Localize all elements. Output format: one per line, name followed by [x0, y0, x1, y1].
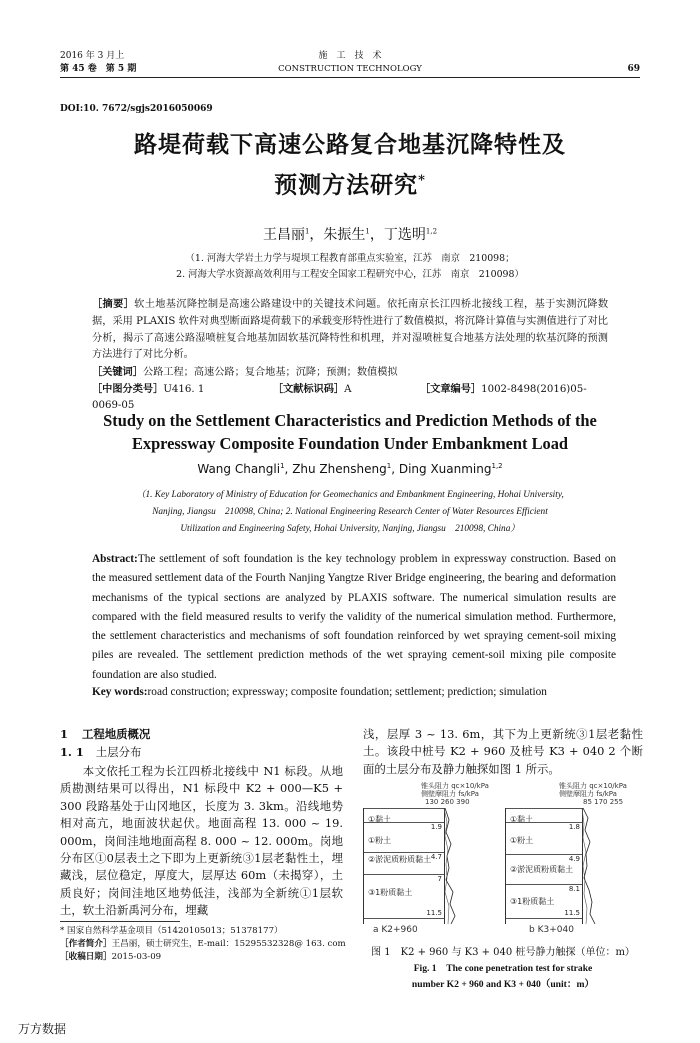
section-1-heading: 1 工程地质概况: [60, 727, 151, 741]
legend-side-friction-b: 侧壁摩阻力 fs/kPa: [559, 790, 617, 798]
affiliation-cn-2: 2. 河海大学水资源高效利用与工程安全国家工程研究中心，江苏 南京 210098）: [176, 269, 524, 280]
panel-a-label: a K2+960: [373, 925, 418, 935]
footnotes: [60, 925, 360, 964]
body-right: 浅，层厚 3 ~ 13. 6m，其下为上更新统③1层老黏性土。该段中桩号 K2 + 960 及桩号 K3 + 040 2 个断面的土层分布及静力触探如图 1 所示。: [363, 727, 643, 776]
legend-cone-resistance-a: 锥头阻力 qc×10/kPa: [421, 782, 489, 790]
authors-cn: 王昌丽$^1$，朱振生$^1$，丁选明$^{1,2}$: [262, 227, 438, 243]
ticks-b: 85 170 255: [583, 798, 624, 806]
authors-en: Wang Changli$^1$, Zhu Zhensheng$^1$, Ding Xuanming$^{1,2}$: [197, 462, 503, 476]
cpt-curves-a: [443, 808, 499, 924]
panel-b-label: b K3+040: [529, 925, 574, 935]
figure-caption-cn: 图 1 K2 + 960 与 K3 + 040 桩号静力触探（单位：m）: [371, 947, 635, 958]
title-cn-line1: 路堤荷载下高速公路复合地基沉降特性及: [134, 131, 566, 158]
header-rule: [60, 77, 640, 78]
title-fund-mark: *: [418, 173, 426, 188]
figure-1: [363, 782, 643, 938]
figure-panel-b: [505, 782, 641, 938]
footnote-author: ［作者简介］王昌丽，硕士研究生，E-mail：15295532328@ 163. com: [60, 939, 346, 949]
ticks-a: 130 260 390: [425, 798, 470, 806]
figure-caption-en-1: Fig. 1 The cone penetration test for strake: [413, 963, 593, 974]
abstract-en: Abstract:The settlement of soft foundation is the key technology problem in expressway construction. Based on the measured settlement data of the Fourth Nanjing Yangtze River Bridge engineering, the bearing and deformation mechanisms of the typical sections are analyzed by PLAXIS software. The numerical simulation results are compared with the field measured results to verify the validity of the numerical simulation method. Furthermore, the settlement characteristics and mechanisms of soft foundation reinforced by wet spraying cement-soil mixing piles are revealed. The settlement prediction methods of the wet spraying cement-soil mixing pile composite foundation are also studied.: [92, 553, 616, 681]
affiliation-en-2: Nanjing, Jiangsu 210098, China; 2. National Engineering Research Center of Water Resources Efficient: [152, 507, 548, 517]
soil-column-b: ①黏土 1.8 ①粉土 4.9 ②淤泥质粉质黏土 8.1 ③1粉质黏土 11.5: [505, 808, 583, 924]
legend-side-friction-a: 侧壁摩阻力 fs/kPa: [421, 790, 479, 798]
header-date: 2016 年 3 月上: [60, 51, 125, 61]
classification: ［中图分类号］U416. 1 ［文献标识码］A ［文章编号］1002-8498(2016)05-0069-05: [92, 383, 587, 411]
keywords-cn: ［关键词］公路工程；高速公路；复合地基；沉降；预测；数值模拟: [92, 366, 398, 378]
header-journal-cn: 施 工 技 术: [318, 51, 382, 61]
page-number: 69: [627, 64, 640, 74]
footnote-fund: * 国家自然科学基金项目（51420105013；51378177）: [60, 926, 283, 936]
affiliation-en-1: （1. Key Laboratory of Ministry of Education for Geomechanics and Embankment Engineering, Hohai University,: [136, 490, 564, 500]
figure-panel-a: [363, 782, 499, 938]
footnote-rule: [60, 921, 180, 922]
affiliation-en-3: Utilization and Engineering Safety, Hohai University, Nanjing, Jiangsu 210098, China）: [180, 524, 520, 534]
doi: DOI:10. 7672/sgjs2016050069: [60, 104, 213, 114]
header-journal-en: CONSTRUCTION TECHNOLOGY: [278, 64, 422, 74]
legend-cone-resistance-b: 锥头阻力 qc×10/kPa: [559, 782, 627, 790]
section-1-1-heading: 1. 1 土层分布: [60, 745, 142, 759]
title-en-line1: Study on the Settlement Characteristics and Prediction Methods of the: [103, 411, 597, 430]
footnote-date: ［收稿日期］2015-03-09: [60, 952, 162, 962]
soil-column-a: ①黏土 1.9 ①粉土 4.7 ②淤泥质粉质黏土 7 ③1粉质黏土 11.5: [363, 808, 445, 924]
abstract-cn: ［摘要］软土地基沉降控制是高速公路建设中的关键技术问题。依托南京长江四桥北接线工程，基于实测沉降数据，采用 PLAXIS 软件对典型断面路堤荷载下的承载变形特性进行了数值模拟，将沉降计算值与实测值进行了对比分析，揭示了高速公路湿喷桩复合地基加固软基沉降特性和机理，并对湿喷桩复合地基方法处理的软基沉降的预测方法进行了对比分析。: [92, 298, 609, 361]
figure-caption-en-2: number K2 + 960 and K3 + 040（unit：m）: [411, 979, 595, 990]
title-en-line2: Expressway Composite Foundation Under Embankment Load: [131, 434, 569, 453]
cpt-curves-b: [581, 808, 639, 924]
affiliation-cn-1: （1. 河海大学岩土力学与堤坝工程教育部重点实验室，江苏 南京 210098；: [185, 253, 515, 264]
header-volume: 第 45 卷 第 5 期: [60, 64, 137, 74]
title-cn-line2: 预测方法研究*: [274, 171, 426, 199]
body-left: 本文依托工程为长江四桥北接线中 N1 标段。从地质勘测结果可以得出，N1 标段中 K2 + 000—K5 + 300 段路基处于山冈地区，长度为 3. 3km。沿线地势相对高亢，地面波状起伏。地面高程 13. 000 ~ 19. 000m，岗间洼地地面高程 8. 000 ~ 12. 000m。岗地分布区①0层表土之下即为上更新统③1层老黏性土，埋藏浅，层位稳定，厚度大，层厚达 60m（未揭穿），土质良好；岗间洼地区地势低洼，浅部为全新统①1层软土，软土沿新禹河分布，埋藏: [60, 764, 343, 918]
watermark: 万方数据: [18, 1022, 67, 1036]
keywords-en: Key words:road construction; expressway; composite foundation; settlement; prediction; simulation: [92, 686, 547, 698]
